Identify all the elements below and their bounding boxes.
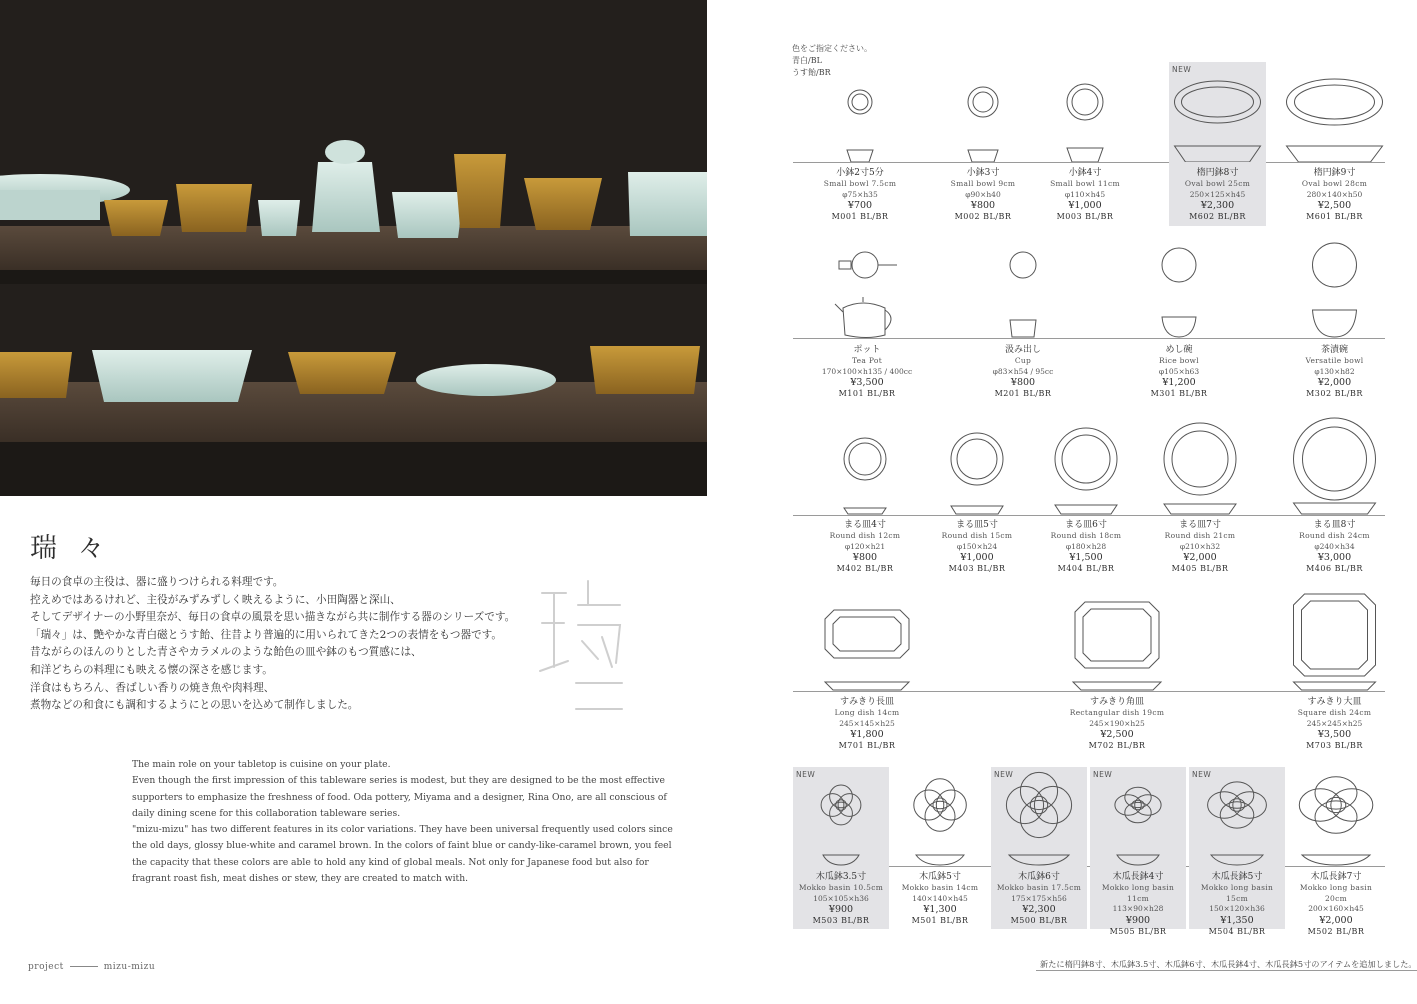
product-illustration [1124,240,1234,340]
product-dimensions: φ120×h21 [844,541,886,551]
product-dimensions: 245×145×h25 [839,718,895,728]
product-caption [1276,168,1393,222]
product-illustration [922,416,1032,516]
product-price: ¥1,300 [923,904,957,915]
product-dimensions: φ105×h63 [1158,366,1200,376]
product-name-en: Mokko basin 14cm [901,883,979,892]
product-price: ¥900 [1125,914,1151,926]
product-price: ¥2,000 [1317,377,1352,388]
product-caption [1288,872,1384,937]
product-name-en: Tea Pot [851,356,883,365]
product-caption [1144,520,1256,574]
product-illustration [892,767,988,867]
product-price: ¥900 [828,904,854,915]
intro-en-line: supporters to emphasize the freshness of food. Oda pottery, Miyama and a designer, Rina Ono, are all conscious of [132,791,667,803]
product-illustration [805,416,925,516]
color-note-line: 青白/BL [792,56,822,65]
product-item [805,62,915,226]
product-illustration [968,240,1078,340]
product-name-en: Rice bowl [1159,356,1199,365]
product-item [1090,767,1186,936]
product-code: M003 BL/BR [1056,212,1114,221]
product-name-en: Versatile bowl [1305,356,1364,365]
product-item [1189,767,1285,936]
product-dimensions: φ150×h24 [956,541,998,551]
mizu-logo-mark [536,575,626,719]
footer-project-name: mizu-mizu [103,962,156,972]
product-price: ¥1,500 [1069,552,1103,563]
product-code: M402 BL/BR [836,564,894,573]
product-item [1276,62,1393,226]
product-caption [793,872,889,926]
product-dimensions: 113×90×h28 [1112,904,1164,913]
product-dimensions: φ180×h28 [1065,541,1107,551]
product-price: ¥1,000 [960,552,994,563]
product-item [1276,416,1393,578]
product-price: ¥2,500 [1317,200,1352,211]
product-illustration [1090,767,1186,867]
intro-en-line: fragrant roast fish, meat dishes or stew, they are created to match with. [132,873,469,885]
product-item [805,416,925,578]
product-item [805,592,929,756]
color-note-line: うす飴/BR [792,68,831,77]
intro-en-line: the old days, glossy blue-white and caramel brown. In the colors of faint blue or candy-like-caramel brown, you feel [132,840,672,852]
product-price: ¥800 [852,552,878,563]
product-illustration [805,62,915,162]
product-caption [1090,872,1186,937]
product-illustration [805,240,929,340]
product-dimensions: 245×245×h25 [1306,718,1363,728]
product-price: ¥2,000 [1319,914,1353,926]
product-item [968,240,1078,402]
product-illustration [1169,62,1266,162]
product-dimensions: 250×125×h45 [1189,189,1246,199]
product-dimensions: 280×140×h50 [1306,189,1363,199]
product-name-en: Mokko long basin 15cm [1200,883,1274,903]
intro-jp-line: そしてデザイナーの小野里奈が、毎日の食卓の風景を思い描きながら共に制作する器のシリーズです。 [30,611,516,624]
intro-jp-line: 控えめではあるけれど、主役がみずみずしく映えるように、小田陶器と深山、 [30,593,401,606]
product-caption [805,168,915,222]
product-name-jp: すみきり角皿 [1089,697,1144,707]
product-item [1276,592,1393,756]
product-code: M403 BL/BR [948,564,1006,573]
product-illustration [793,767,889,867]
product-name-jp: ポット [853,345,881,355]
product-name-jp: 木瓜長鉢5寸 [1211,872,1263,882]
product-caption [928,168,1038,222]
product-dimensions: 170×100×h135 / 400cc [821,366,913,376]
product-name-jp: 木瓜鉢6寸 [1018,872,1060,882]
product-item [991,767,1087,929]
footnote-rule [1036,970,1417,971]
product-price: ¥1,800 [850,729,884,740]
product-price: ¥2,000 [1183,552,1217,563]
product-price: ¥3,000 [1317,552,1352,563]
product-caption [892,872,988,926]
footer-dash [70,966,98,967]
product-caption [1124,345,1234,399]
product-dimensions: 175×175×h56 [1011,893,1067,903]
product-name-en: Rectangular dish 19cm [1069,708,1165,717]
product-price: ¥2,500 [1100,729,1134,740]
product-code: M601 BL/BR [1306,212,1363,221]
product-code: M201 BL/BR [994,389,1052,398]
new-badge: NEW [1192,770,1212,779]
intro-jp-line: 洋食はもちろん、香ばしい香りの焼き魚や肉料理、 [30,681,275,694]
product-name-jp: 木瓜鉢5寸 [919,872,961,882]
product-illustration [991,767,1087,867]
product-dimensions: φ240×h34 [1314,541,1355,551]
product-caption [922,520,1032,574]
intro-jp-line: 「瑞々」は、艶やかな青白磁とうす飴、往昔より普遍的に用いられてきた2つの表情をもつ器です。 [30,628,503,641]
new-badge: NEW [1172,65,1192,74]
product-code: M405 BL/BR [1171,564,1229,573]
product-price: ¥3,500 [850,377,884,388]
product-name-en: Mokko long basin 11cm [1101,883,1175,903]
product-name-jp: 木瓜長鉢7寸 [1310,872,1362,882]
product-dimensions: φ130×h82 [1314,366,1355,376]
page-footer [28,962,155,972]
footnote: 新たに楕円鉢8寸、木瓜鉢3.5寸、木瓜鉢6寸、木瓜長鉢4寸、木瓜長鉢5寸のアイテムを追加しました。 [1040,959,1417,969]
product-name-jp: 小鉢2寸5分 [836,168,884,178]
product-caption [1189,872,1285,937]
shelf-illustration [0,0,707,496]
intro-en-line: daily dining scene for this collaboration tableware series. [132,807,401,819]
intro-text-jp [30,574,530,715]
product-caption [1169,168,1266,222]
product-code: M701 BL/BR [838,741,896,750]
product-illustration [1276,62,1393,162]
product-price: ¥700 [847,200,873,211]
product-name-jp: まる皿5寸 [956,520,998,530]
new-badge: NEW [1093,770,1113,779]
product-code: M503 BL/BR [812,916,870,925]
intro-en-line: The main role on your tabletop is cuisine on your plate. [132,759,391,770]
product-dimensions: φ110×h45 [1064,189,1106,199]
product-caption [968,345,1078,399]
product-dimensions: φ83×h54 / 95cc [992,366,1054,376]
product-caption [805,520,925,574]
product-name-en: Small bowl 11cm [1050,179,1120,188]
product-code: M001 BL/BR [831,212,889,221]
product-illustration [1276,592,1393,692]
intro-jp-line: 煮物などの和食にも調和するようにとの思いを込めて制作しました。 [30,699,359,712]
product-item [1169,62,1266,226]
product-caption [1276,520,1393,574]
product-code: M502 BL/BR [1307,926,1365,936]
new-badge: NEW [994,770,1014,779]
product-name-jp: すみきり大皿 [1307,697,1362,707]
product-caption [1032,697,1202,751]
product-code: M602 BL/BR [1189,212,1246,221]
product-name-jp: 小鉢4寸 [1068,168,1102,178]
product-dimensions: φ90×h40 [965,189,1001,199]
product-item [1144,416,1256,578]
product-illustration [1032,592,1202,692]
product-caption [1030,168,1140,222]
product-name-jp: まる皿8寸 [1313,520,1356,530]
product-code: M301 BL/BR [1150,389,1208,398]
product-code: M501 BL/BR [911,916,969,925]
product-item [928,62,1038,226]
product-dimensions: 245×190×h25 [1089,718,1145,728]
product-illustration [1030,416,1142,516]
product-item [1276,240,1393,402]
product-name-en: Small bowl 9cm [950,179,1016,188]
product-name-en: Round dish 15cm [941,531,1013,540]
product-illustration [805,592,929,692]
product-price: ¥2,300 [1022,904,1056,915]
product-name-jp: めし碗 [1165,345,1193,355]
product-name-en: Oval bowl 28cm [1301,179,1368,188]
product-caption [1030,520,1142,574]
product-caption [805,697,929,751]
product-price: ¥800 [1010,377,1036,388]
product-caption [805,345,929,399]
product-price: ¥3,500 [1317,729,1352,740]
product-name-en: Oval bowl 25cm [1184,179,1251,188]
intro-jp-line: 和洋どちらの料理にも映える懐の深さを感じます。 [30,663,273,676]
product-code: M404 BL/BR [1057,564,1115,573]
product-item [1030,416,1142,578]
product-name-jp: まる皿6寸 [1065,520,1107,530]
product-illustration [1276,416,1393,516]
product-caption [1276,697,1393,751]
product-price: ¥1,350 [1220,914,1254,926]
product-caption [1276,345,1393,399]
product-dimensions: φ210×h32 [1179,541,1221,551]
color-note-line: 色をご指定ください。 [792,44,872,53]
page-title: 瑞 々 [30,533,111,564]
product-illustration [1144,416,1256,516]
product-code: M505 BL/BR [1109,926,1167,936]
product-name-jp: 茶漬碗 [1320,345,1348,355]
product-price: ¥1,200 [1162,377,1196,388]
product-photo [0,0,707,496]
product-dimensions: 140×140×h45 [912,893,968,903]
product-code: M101 BL/BR [838,389,896,398]
product-code: M504 BL/BR [1208,926,1266,936]
intro-jp-line: 毎日の食卓の主役は、器に盛りつけられる料理です。 [30,576,284,588]
product-code: M702 BL/BR [1088,741,1146,750]
product-name-en: Long dish 14cm [834,708,900,717]
product-code: M500 BL/BR [1010,916,1068,925]
product-price: ¥800 [970,200,996,211]
intro-text-en [132,757,673,887]
footer-project-label: project [28,962,64,972]
product-code: M002 BL/BR [954,212,1012,221]
product-item [1124,240,1234,402]
product-name-jp: まる皿7寸 [1179,520,1221,530]
product-code: M703 BL/BR [1306,741,1363,750]
product-code: M302 BL/BR [1306,389,1363,398]
product-item [1032,592,1202,756]
product-illustration [1276,240,1393,340]
product-dimensions: 105×105×h36 [813,893,869,903]
product-illustration [928,62,1038,162]
intro-en-line: the capacity that these colors are able to hold any kind of global meals. Not only for Japanese food but also for [132,856,649,868]
product-illustration [1189,767,1285,867]
product-name-jp: 木瓜長鉢4寸 [1112,872,1164,882]
product-item [1030,62,1140,226]
product-name-jp: 木瓜鉢3.5寸 [815,872,867,882]
product-item [805,240,929,402]
product-item [922,416,1032,578]
product-name-en: Square dish 24cm [1297,708,1372,717]
intro-en-line: "mizu-mizu" has two different features in its color variations. They have been universal frequently used colors since [132,824,673,836]
product-illustration [1030,62,1140,162]
product-name-jp: すみきり長皿 [839,697,894,707]
product-name-en: Round dish 24cm [1299,531,1370,540]
product-item [793,767,889,929]
product-name-en: Mokko long basin 20cm [1299,883,1373,903]
product-price: ¥1,000 [1068,200,1102,211]
product-dimensions: φ75×h35 [842,189,878,199]
intro-en-line: Even though the first impression of this tableware series is modest, but they are designed to be the most effective [132,775,665,787]
product-item [892,767,988,929]
product-dimensions: 200×160×h45 [1308,904,1364,913]
product-name-en: Mokko basin 10.5cm [798,883,884,892]
product-name-en: Mokko basin 17.5cm [996,883,1082,892]
product-caption [991,872,1087,926]
product-name-en: Small bowl 7.5cm [823,179,897,188]
product-name-jp: 楕円鉢8寸 [1196,168,1239,178]
product-name-jp: まる皿4寸 [844,520,886,530]
product-price: ¥2,300 [1200,200,1235,211]
product-item [1288,767,1384,936]
new-badge: NEW [796,770,816,779]
product-name-jp: 楕円鉢9寸 [1313,168,1356,178]
product-illustration [1288,767,1384,867]
product-name-jp: 小鉢3寸 [966,168,1000,178]
product-code: M406 BL/BR [1306,564,1363,573]
intro-jp-line: 昔ながらのほんのりとした青さやカラメルのような飴色の皿や鉢のもつ質感には、 [30,646,422,659]
product-dimensions: 150×120×h36 [1209,904,1265,913]
product-name-en: Round dish 12cm [829,531,901,540]
product-name-en: Cup [1014,356,1032,365]
product-name-jp: 汲み出し [1004,345,1041,355]
product-name-en: Round dish 21cm [1164,531,1236,540]
product-name-en: Round dish 18cm [1050,531,1122,540]
